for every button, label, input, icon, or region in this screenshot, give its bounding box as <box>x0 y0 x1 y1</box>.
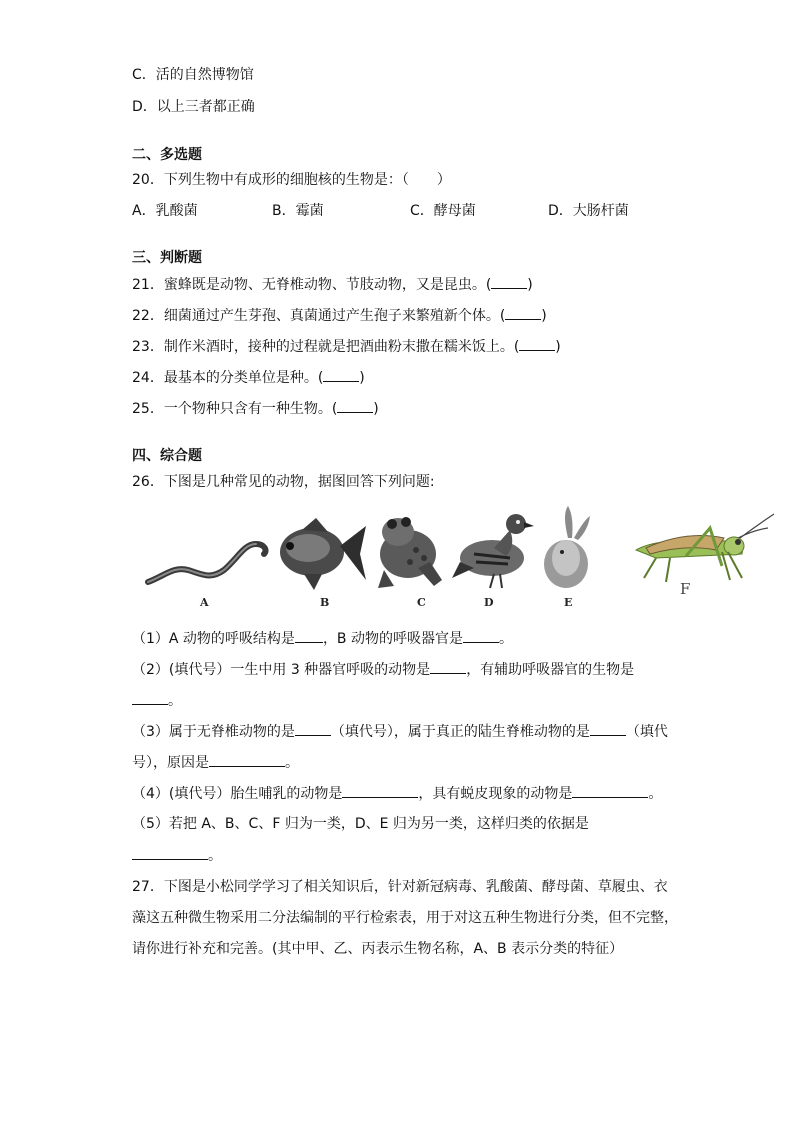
pigeon-image <box>450 506 538 592</box>
grasshopper-image <box>626 508 776 588</box>
q26-sub5-cont <box>132 845 222 866</box>
q26-sub5-text-b: 。 <box>208 848 222 864</box>
rabbit-image <box>540 504 596 592</box>
q25-close: ) <box>373 401 379 417</box>
q22-text: 22．细菌通过产生芽孢、真菌通过产生孢子来繁殖新个体。( <box>132 308 506 324</box>
q26-sub3-blank-1[interactable] <box>295 721 331 736</box>
q23 <box>132 336 561 357</box>
section-heading-multiple-choice: 二、多选题 <box>132 147 202 163</box>
figure-label-d: D <box>484 596 494 609</box>
q26-sub3-blank-2[interactable] <box>590 721 626 736</box>
q26-sub3-text-e: 。 <box>285 755 299 771</box>
q26-sub1-blank-2[interactable] <box>463 628 499 643</box>
q20-option-a: A．乳酸菌 <box>132 203 198 219</box>
q27-line-2: 藻这五种微生物采用二分法编制的平行检索表，用于对这五种生物进行分类，但不完整， <box>132 910 678 926</box>
section-heading-true-false: 三、判断题 <box>132 250 202 266</box>
figure-label-f: F <box>680 580 691 598</box>
q25 <box>132 398 379 419</box>
q26-sub2-blank-2[interactable] <box>132 690 168 705</box>
q26-sub2-cont <box>132 690 182 711</box>
q20-option-d: D．大肠杆菌 <box>548 203 629 219</box>
q22-close: ) <box>541 308 547 324</box>
q26-sub1-text-a: （1）A 动物的呼吸结构是 <box>132 631 295 647</box>
q19-option-d: D．以上三者都正确 <box>132 99 255 115</box>
earthworm-image <box>144 536 272 588</box>
q22-answer-blank[interactable] <box>505 305 541 320</box>
q21-answer-blank[interactable] <box>491 274 527 289</box>
goldfish-image <box>272 518 368 592</box>
q26-sub4-blank-2[interactable] <box>572 783 648 798</box>
q24-text: 24．最基本的分类单位是种。( <box>132 370 324 386</box>
q26-sub2-text-a: （2）(填代号）一生中用 3 种器官呼吸的动物是 <box>132 662 431 678</box>
q23-close: ) <box>555 339 561 355</box>
q24 <box>132 367 365 388</box>
q26-sub2-text-b: ，有辅助呼吸器官的生物是 <box>466 662 635 678</box>
q25-text: 25．一个物种只含有一种生物。( <box>132 401 338 417</box>
q20-option-b: B．霉菌 <box>272 203 324 219</box>
q20-stem: 20．下列生物中有成形的细胞核的生物是：（ ） <box>132 172 451 188</box>
q26-sub2-blank-1[interactable] <box>430 659 466 674</box>
q21 <box>132 274 533 295</box>
q26-sub3-text-d: 号），原因是 <box>132 755 209 771</box>
q26-sub1 <box>132 628 513 649</box>
animals-figure <box>140 500 780 612</box>
q26-sub3-text-c: （填代 <box>625 724 668 740</box>
q26-sub4-blank-1[interactable] <box>342 783 418 798</box>
q27-line-3: 请你进行补充和完善。(其中甲、乙、丙表示生物名称，A、B 表示分类的特征） <box>132 941 624 957</box>
q26-sub3-text-b: （填代号），属于真正的陆生脊椎动物的是 <box>330 724 590 740</box>
q24-close: ) <box>359 370 365 386</box>
figure-label-c: C <box>417 596 426 609</box>
q23-text: 23．制作米酒时，接种的过程就是把酒曲粉末撒在糯米饭上。( <box>132 339 520 355</box>
q26-sub3-cont <box>132 752 299 773</box>
figure-label-e: E <box>564 596 573 609</box>
q21-text: 21．蜜蜂既是动物、无脊椎动物、节肢动物，又是昆虫。( <box>132 277 492 293</box>
frog-image <box>372 510 444 592</box>
q27-line-1: 27．下图是小松同学学习了相关知识后，针对新冠病毒、乳酸菌、酵母菌、草履虫、衣 <box>132 879 668 895</box>
q26-sub2-text-c: 。 <box>168 693 182 709</box>
q20-option-c: C．酵母菌 <box>410 203 476 219</box>
q26-sub4-text-b: ，具有蜕皮现象的动物是 <box>418 786 573 802</box>
q19-option-c: C．活的自然博物馆 <box>132 67 254 83</box>
q26-sub4 <box>132 783 662 804</box>
q26-sub2 <box>132 659 634 680</box>
q22 <box>132 305 547 326</box>
q26-sub3-blank-3[interactable] <box>209 752 285 767</box>
q26-sub3 <box>132 721 668 742</box>
q26-sub5: （5）若把 A、B、C、F 归为一类，D、E 归为另一类，这样归类的依据是 <box>132 816 589 832</box>
q26-sub1-blank-1[interactable] <box>295 628 323 643</box>
q26-stem: 26．下图是几种常见的动物，据图回答下列问题: <box>132 474 435 490</box>
q24-answer-blank[interactable] <box>323 367 359 382</box>
q26-sub1-text-c: 。 <box>499 631 513 647</box>
q26-sub5-blank[interactable] <box>132 845 208 860</box>
q26-sub1-text-b: ，B 动物的呼吸器官是 <box>322 631 463 647</box>
q21-close: ) <box>527 277 533 293</box>
q25-answer-blank[interactable] <box>337 398 373 413</box>
q23-answer-blank[interactable] <box>519 336 555 351</box>
q26-sub4-text-c: 。 <box>648 786 663 802</box>
figure-label-b: B <box>320 596 330 609</box>
figure-label-a: A <box>200 596 209 609</box>
q26-sub4-text-a: （4）(填代号）胎生哺乳的动物是 <box>132 786 343 802</box>
q26-sub3-text-a: （3）属于无脊椎动物的是 <box>132 724 295 740</box>
section-heading-comprehensive: 四、综合题 <box>132 448 202 464</box>
